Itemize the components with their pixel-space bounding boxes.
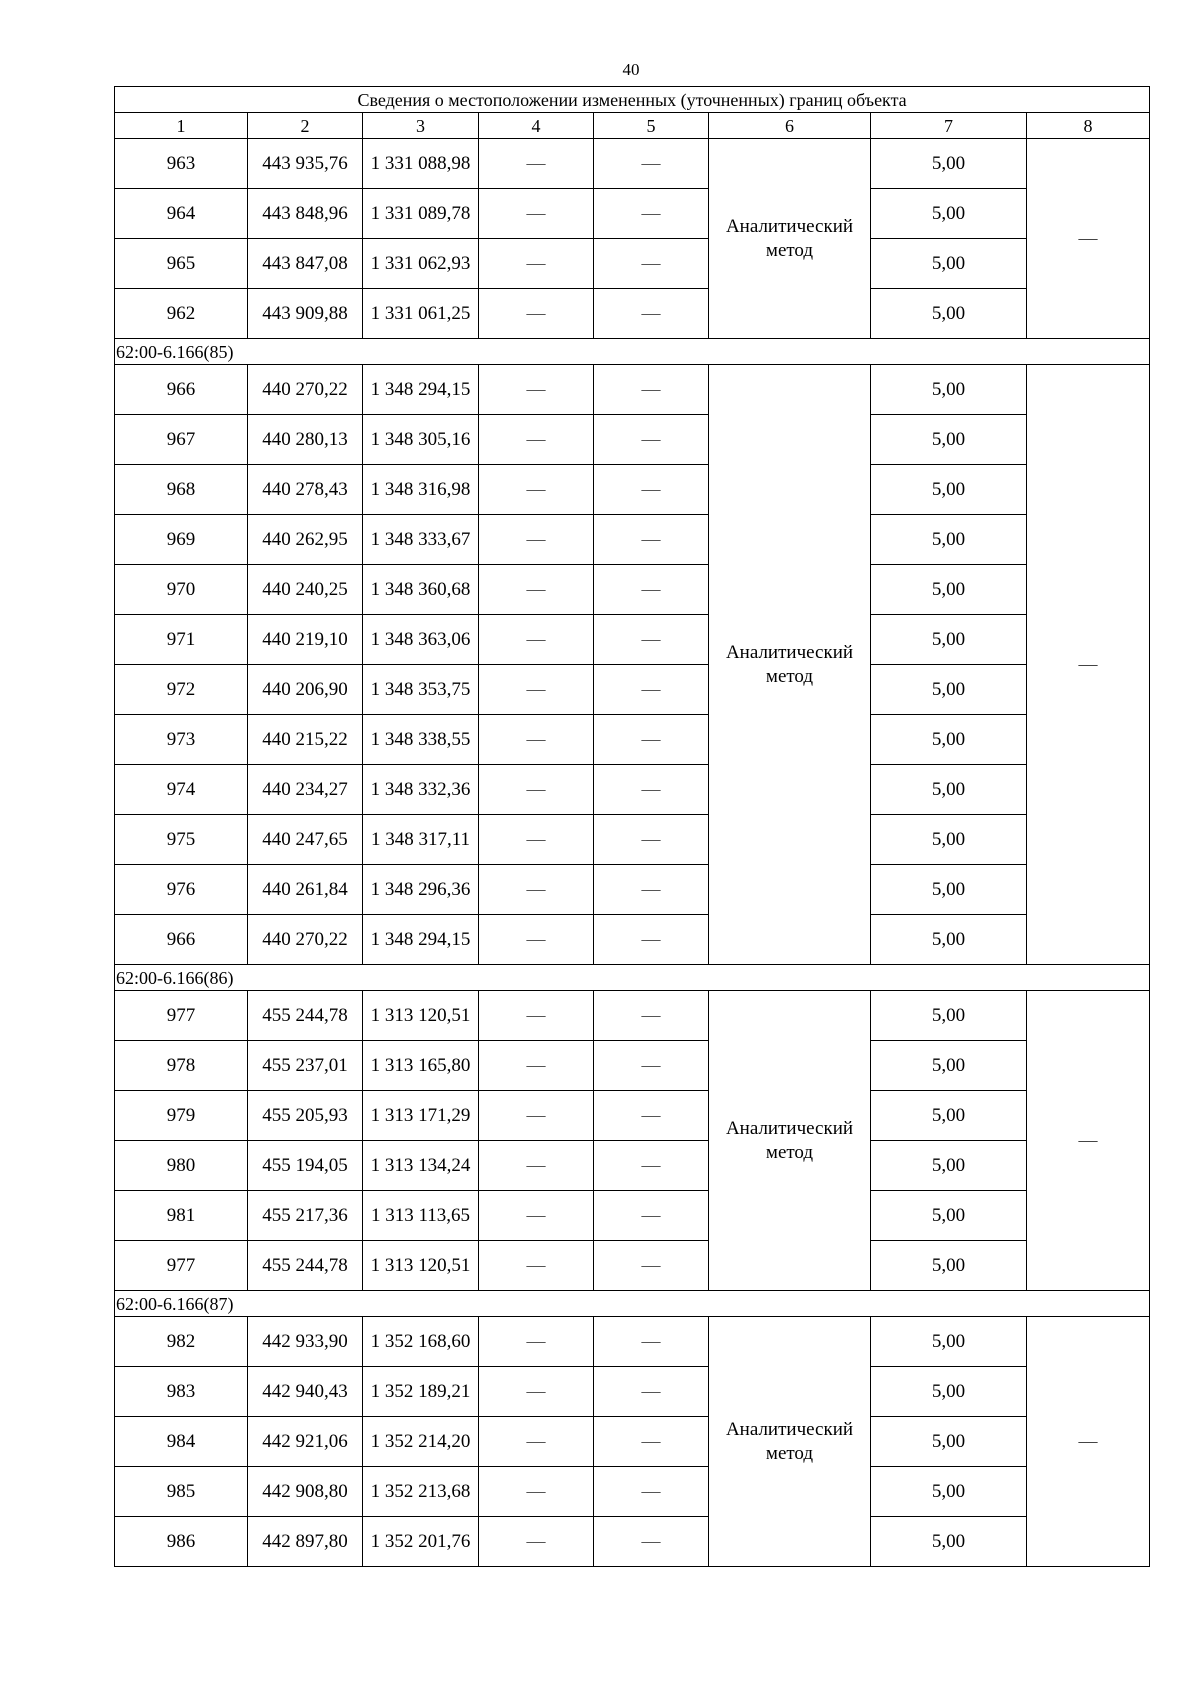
- column-4-cell: —: [479, 1191, 594, 1241]
- table-row: [115, 1191, 1150, 1241]
- coordinate-x-cell: 440 234,27: [248, 765, 363, 815]
- column-4-cell: —: [479, 915, 594, 965]
- accuracy-cell: 5,00: [871, 1241, 1027, 1291]
- column-5-cell: —: [594, 615, 709, 665]
- table-caption-row: [115, 87, 1150, 113]
- coordinate-y-cell: 1 348 305,16: [363, 415, 479, 465]
- coordinate-x-cell: 440 247,65: [248, 815, 363, 865]
- column-5-cell: —: [594, 565, 709, 615]
- column-number: 1: [115, 113, 248, 139]
- accuracy-cell: 5,00: [871, 465, 1027, 515]
- coordinate-y-cell: 1 348 294,15: [363, 915, 479, 965]
- coordinate-y-cell: 1 313 165,80: [363, 1041, 479, 1091]
- column-4-cell: —: [479, 1517, 594, 1567]
- table-row: [115, 565, 1150, 615]
- point-number-cell: 978: [115, 1041, 248, 1091]
- accuracy-cell: 5,00: [871, 1467, 1027, 1517]
- point-number-cell: 963: [115, 139, 248, 189]
- coordinate-y-cell: 1 313 171,29: [363, 1091, 479, 1141]
- accuracy-cell: 5,00: [871, 665, 1027, 715]
- coordinate-x-cell: 443 847,08: [248, 239, 363, 289]
- accuracy-cell: 5,00: [871, 765, 1027, 815]
- group-title: 62:00-6.166(87): [115, 1291, 1150, 1317]
- accuracy-cell: 5,00: [871, 139, 1027, 189]
- column-4-cell: —: [479, 515, 594, 565]
- point-number-cell: 972: [115, 665, 248, 715]
- table-row: [115, 365, 1150, 415]
- accuracy-cell: 5,00: [871, 715, 1027, 765]
- table-row: [115, 1417, 1150, 1467]
- column-5-cell: —: [594, 915, 709, 965]
- coordinate-x-cell: 443 935,76: [248, 139, 363, 189]
- column-5-cell: —: [594, 415, 709, 465]
- column-4-cell: —: [479, 765, 594, 815]
- table-row: [115, 515, 1150, 565]
- point-number-cell: 970: [115, 565, 248, 615]
- accuracy-cell: 5,00: [871, 189, 1027, 239]
- column-5-cell: —: [594, 515, 709, 565]
- accuracy-cell: 5,00: [871, 415, 1027, 465]
- column-4-cell: —: [479, 1041, 594, 1091]
- point-number-cell: 979: [115, 1091, 248, 1141]
- column-5-cell: —: [594, 289, 709, 339]
- coordinate-y-cell: 1 348 332,36: [363, 765, 479, 815]
- coordinate-x-cell: 440 262,95: [248, 515, 363, 565]
- coordinate-x-cell: 443 909,88: [248, 289, 363, 339]
- column-4-cell: —: [479, 189, 594, 239]
- accuracy-cell: 5,00: [871, 239, 1027, 289]
- column-4-cell: —: [479, 1317, 594, 1367]
- column-5-cell: —: [594, 239, 709, 289]
- accuracy-cell: 5,00: [871, 1191, 1027, 1241]
- coordinate-y-cell: 1 331 089,78: [363, 189, 479, 239]
- column-5-cell: —: [594, 715, 709, 765]
- point-number-cell: 981: [115, 1191, 248, 1241]
- table-row: [115, 1141, 1150, 1191]
- table-row: [115, 1367, 1150, 1417]
- point-number-cell: 969: [115, 515, 248, 565]
- column-5-cell: —: [594, 1241, 709, 1291]
- point-number-cell: 968: [115, 465, 248, 515]
- accuracy-cell: 5,00: [871, 515, 1027, 565]
- coordinate-x-cell: 440 278,43: [248, 465, 363, 515]
- group-header-row: [115, 339, 1150, 365]
- column-8-cell: —: [1027, 991, 1150, 1291]
- column-5-cell: —: [594, 1367, 709, 1417]
- coordinate-y-cell: 1 348 296,36: [363, 865, 479, 915]
- table-row: [115, 991, 1150, 1041]
- coordinate-y-cell: 1 313 120,51: [363, 991, 479, 1041]
- page-number: 40: [622, 60, 640, 79]
- coordinate-x-cell: 455 244,78: [248, 1241, 363, 1291]
- table-row: [115, 765, 1150, 815]
- column-4-cell: —: [479, 991, 594, 1041]
- coordinate-y-cell: 1 348 316,98: [363, 465, 479, 515]
- column-4-cell: —: [479, 1241, 594, 1291]
- accuracy-cell: 5,00: [871, 991, 1027, 1041]
- coordinate-y-cell: 1 348 363,06: [363, 615, 479, 665]
- column-4-cell: —: [479, 365, 594, 415]
- point-number-cell: 982: [115, 1317, 248, 1367]
- column-number: 8: [1027, 113, 1150, 139]
- point-number-cell: 977: [115, 1241, 248, 1291]
- column-4-cell: —: [479, 1367, 594, 1417]
- column-5-cell: —: [594, 189, 709, 239]
- table-row: [115, 465, 1150, 515]
- column-5-cell: —: [594, 765, 709, 815]
- table-row: [115, 1241, 1150, 1291]
- table-row: [115, 665, 1150, 715]
- column-8-cell: —: [1027, 1317, 1150, 1567]
- method-cell: Аналитический метод: [709, 1317, 871, 1567]
- coordinate-y-cell: 1 348 338,55: [363, 715, 479, 765]
- coordinate-x-cell: 440 219,10: [248, 615, 363, 665]
- accuracy-cell: 5,00: [871, 1417, 1027, 1467]
- coordinate-x-cell: 440 280,13: [248, 415, 363, 465]
- coordinate-x-cell: 440 240,25: [248, 565, 363, 615]
- column-4-cell: —: [479, 1417, 594, 1467]
- column-4-cell: —: [479, 665, 594, 715]
- table-row: [115, 415, 1150, 465]
- table-row: [115, 615, 1150, 665]
- accuracy-cell: 5,00: [871, 1041, 1027, 1091]
- coordinate-y-cell: 1 352 201,76: [363, 1517, 479, 1567]
- column-5-cell: —: [594, 665, 709, 715]
- table-caption: Сведения о местоположении измененных (уточненных) границ объекта: [115, 87, 1150, 113]
- column-5-cell: —: [594, 1467, 709, 1517]
- coordinate-x-cell: 440 215,22: [248, 715, 363, 765]
- point-number-cell: 984: [115, 1417, 248, 1467]
- column-4-cell: —: [479, 139, 594, 189]
- coordinate-x-cell: 442 908,80: [248, 1467, 363, 1517]
- coordinate-y-cell: 1 348 353,75: [363, 665, 479, 715]
- table-row: [115, 1317, 1150, 1367]
- accuracy-cell: 5,00: [871, 365, 1027, 415]
- coordinate-x-cell: 442 933,90: [248, 1317, 363, 1367]
- coordinate-x-cell: 440 261,84: [248, 865, 363, 915]
- column-5-cell: —: [594, 1191, 709, 1241]
- point-number-cell: 974: [115, 765, 248, 815]
- column-number: 4: [479, 113, 594, 139]
- point-number-cell: 986: [115, 1517, 248, 1567]
- point-number-cell: 964: [115, 189, 248, 239]
- accuracy-cell: 5,00: [871, 1317, 1027, 1367]
- column-4-cell: —: [479, 1091, 594, 1141]
- coordinate-y-cell: 1 331 088,98: [363, 139, 479, 189]
- column-4-cell: —: [479, 415, 594, 465]
- table-row: [115, 915, 1150, 965]
- point-number-cell: 966: [115, 915, 248, 965]
- point-number-cell: 985: [115, 1467, 248, 1517]
- point-number-cell: 967: [115, 415, 248, 465]
- column-4-cell: —: [479, 615, 594, 665]
- coordinate-x-cell: 455 194,05: [248, 1141, 363, 1191]
- column-5-cell: —: [594, 465, 709, 515]
- coordinate-x-cell: 442 921,06: [248, 1417, 363, 1467]
- coordinate-x-cell: 455 244,78: [248, 991, 363, 1041]
- column-number: 3: [363, 113, 479, 139]
- accuracy-cell: 5,00: [871, 915, 1027, 965]
- group-header-row: [115, 965, 1150, 991]
- column-4-cell: —: [479, 239, 594, 289]
- coordinate-y-cell: 1 313 134,24: [363, 1141, 479, 1191]
- column-5-cell: —: [594, 365, 709, 415]
- accuracy-cell: 5,00: [871, 289, 1027, 339]
- accuracy-cell: 5,00: [871, 1367, 1027, 1417]
- table-row: [115, 865, 1150, 915]
- coordinate-x-cell: 442 940,43: [248, 1367, 363, 1417]
- coordinate-x-cell: 440 270,22: [248, 365, 363, 415]
- point-number-cell: 962: [115, 289, 248, 339]
- column-5-cell: —: [594, 1141, 709, 1191]
- column-5-cell: —: [594, 1041, 709, 1091]
- method-cell: Аналитический метод: [709, 365, 871, 965]
- coordinate-x-cell: 440 270,22: [248, 915, 363, 965]
- table-row: [115, 1091, 1150, 1141]
- column-5-cell: —: [594, 1317, 709, 1367]
- coordinate-x-cell: 443 848,96: [248, 189, 363, 239]
- coordinate-y-cell: 1 352 168,60: [363, 1317, 479, 1367]
- coordinate-y-cell: 1 313 120,51: [363, 1241, 479, 1291]
- column-number: 5: [594, 113, 709, 139]
- table-row: [115, 715, 1150, 765]
- group-title: 62:00-6.166(86): [115, 965, 1150, 991]
- accuracy-cell: 5,00: [871, 865, 1027, 915]
- table-body: [115, 87, 1150, 1567]
- coordinate-x-cell: 440 206,90: [248, 665, 363, 715]
- column-4-cell: —: [479, 865, 594, 915]
- column-number: 7: [871, 113, 1027, 139]
- coordinate-y-cell: 1 352 189,21: [363, 1367, 479, 1417]
- coordinate-y-cell: 1 348 360,68: [363, 565, 479, 615]
- column-4-cell: —: [479, 465, 594, 515]
- point-number-cell: 976: [115, 865, 248, 915]
- coordinate-y-cell: 1 352 213,68: [363, 1467, 479, 1517]
- column-5-cell: —: [594, 815, 709, 865]
- table-row: [115, 289, 1150, 339]
- column-5-cell: —: [594, 1517, 709, 1567]
- boundary-coordinates-table: [114, 86, 1150, 1567]
- coordinate-y-cell: 1 313 113,65: [363, 1191, 479, 1241]
- column-5-cell: —: [594, 1417, 709, 1467]
- column-5-cell: —: [594, 1091, 709, 1141]
- column-number: 6: [709, 113, 871, 139]
- point-number-cell: 973: [115, 715, 248, 765]
- accuracy-cell: 5,00: [871, 1517, 1027, 1567]
- table-row: [115, 239, 1150, 289]
- table-row: [115, 189, 1150, 239]
- coordinate-x-cell: 455 205,93: [248, 1091, 363, 1141]
- accuracy-cell: 5,00: [871, 615, 1027, 665]
- column-4-cell: —: [479, 815, 594, 865]
- table-row: [115, 1517, 1150, 1567]
- column-4-cell: —: [479, 1467, 594, 1517]
- column-4-cell: —: [479, 715, 594, 765]
- coordinate-y-cell: 1 348 294,15: [363, 365, 479, 415]
- point-number-cell: 983: [115, 1367, 248, 1417]
- coordinate-x-cell: 455 237,01: [248, 1041, 363, 1091]
- coordinate-y-cell: 1 348 333,67: [363, 515, 479, 565]
- coordinate-y-cell: 1 331 061,25: [363, 289, 479, 339]
- point-number-cell: 975: [115, 815, 248, 865]
- column-5-cell: —: [594, 139, 709, 189]
- table-row: [115, 815, 1150, 865]
- accuracy-cell: 5,00: [871, 1141, 1027, 1191]
- point-number-cell: 965: [115, 239, 248, 289]
- coordinate-y-cell: 1 348 317,11: [363, 815, 479, 865]
- column-5-cell: —: [594, 865, 709, 915]
- column-4-cell: —: [479, 565, 594, 615]
- accuracy-cell: 5,00: [871, 1091, 1027, 1141]
- column-4-cell: —: [479, 289, 594, 339]
- point-number-cell: 977: [115, 991, 248, 1041]
- method-cell: Аналитический метод: [709, 991, 871, 1291]
- coordinate-x-cell: 442 897,80: [248, 1517, 363, 1567]
- accuracy-cell: 5,00: [871, 815, 1027, 865]
- group-header-row: [115, 1291, 1150, 1317]
- column-8-cell: —: [1027, 365, 1150, 965]
- accuracy-cell: 5,00: [871, 565, 1027, 615]
- coordinate-x-cell: 455 217,36: [248, 1191, 363, 1241]
- column-number-row: [115, 113, 1150, 139]
- method-cell: Аналитический метод: [709, 139, 871, 339]
- point-number-cell: 971: [115, 615, 248, 665]
- coordinate-y-cell: 1 352 214,20: [363, 1417, 479, 1467]
- column-number: 2: [248, 113, 363, 139]
- column-8-cell: —: [1027, 139, 1150, 339]
- group-title: 62:00-6.166(85): [115, 339, 1150, 365]
- column-5-cell: —: [594, 991, 709, 1041]
- table-row: [115, 1467, 1150, 1517]
- point-number-cell: 966: [115, 365, 248, 415]
- table-row: [115, 1041, 1150, 1091]
- coordinate-y-cell: 1 331 062,93: [363, 239, 479, 289]
- point-number-cell: 980: [115, 1141, 248, 1191]
- table-row: [115, 139, 1150, 189]
- column-4-cell: —: [479, 1141, 594, 1191]
